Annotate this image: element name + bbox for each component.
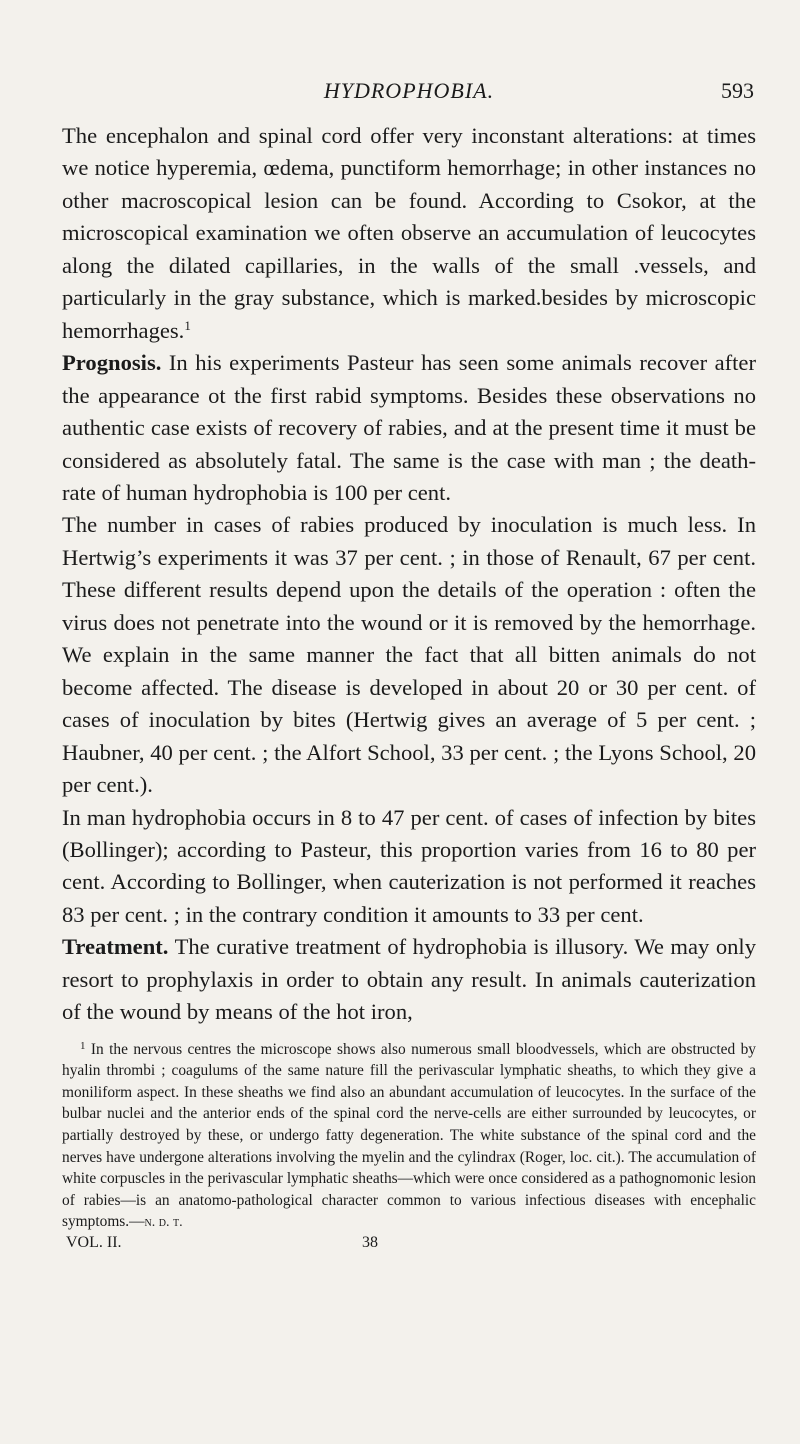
section-heading-prognosis: Prognosis.: [62, 350, 162, 376]
footnote: [62, 1039, 756, 1234]
paragraph-text: The encephalon and spinal cord offer very inconstant alterations: at times we notice hyperemia, œdema, punctiform hemorrhage; in other instances no other macroscopical lesion can be found. According to Csokor, at the microscopical examination we often observe an accumulation of leucocytes along the dilated capillaries, in the walls of the small .vessels, and particularly in the gray substance, which is marked.besides by microscopic hemorrhages.: [62, 123, 756, 343]
running-title: HYDROPHOBIA.: [323, 78, 495, 103]
paragraph-text: In his experiments Pasteur has seen some animals recover after the appearance ot the first rabid symptoms. Besides these observations no authentic case exists of recovery of rabies, and at the present time it must be considered as absolutely fatal. The same is the case with man ; the death-rate of human hydrophobia is 100 per cent.: [62, 350, 756, 505]
paragraph-encephalon: [62, 120, 756, 347]
volume-label: VOL. II.: [66, 1234, 122, 1252]
paragraph-text: In man hydrophobia occurs in 8 to 47 per cent. of cases of infection by bites (Bollinger); according to Pasteur, this proportion varies from 16 to 80 per cent. According to Bollinger, when cauterization is not performed it reaches 83 per cent. ; in the contrary condition it amounts to 33 per cent.: [62, 804, 756, 927]
paragraph-human-incidence: [62, 802, 756, 932]
paragraph-prognosis: [62, 347, 756, 509]
page-number: 593: [721, 78, 754, 103]
body-text: [62, 120, 756, 1029]
signature-line: [62, 1234, 756, 1256]
footnote-text: In the nervous centres the microscope shows also numerous small bloodvessels, which are obstructed by hyalin thrombi ; coagulums of the same nature fill the perivascular lymphatic sheaths, to which they give a moniliform aspect. In these sheaths we find also an abundant accumulation of leucocytes. In the surface of the bulbar nuclei and the anterior ends of the spinal cord the nerve-cells are either surrounded by leucocytes, or partially destroyed by these, or undergo fatty degeneration. The white substance of the spinal cord and the nerves have undergone alterations involving the myelin and the cylindrax (Roger, loc. cit.). The accumulation of white corpuscles in the perivascular lymphatic sheaths—which were once considered as a pathognomonic lesion of rabies—is an anatomo-pathological character common to various infectious diseases with encephalic symptoms.—: [62, 1040, 756, 1231]
signature-number: 38: [362, 1234, 378, 1252]
paragraph-text: The curative treatment of hydrophobia is illusory. We may only resort to prophylaxis in order to obtain any result. In animals cauterization of the wound by means of the hot iron,: [62, 934, 756, 1025]
translator-note-mark: n. d. t.: [144, 1215, 183, 1231]
running-head: [62, 78, 756, 110]
paragraph-text: The number in cases of rabies produced by inoculation is much less. In Hertwig’s experiments it was 37 per cent. ; in those of Renault, 67 per cent. These different results depend upon the details of the operation : often the virus does not penetrate into the wound or it is removed by the hemorrhage. We explain in the same manner the fact that all bitten animals do not become affected. The disease is developed in about 20 or 30 per cent. of cases of inoculation by bites (Hertwig gives an average of 5 per cent. ; Haubner, 40 per cent. ; the Alfort School, 33 per cent. ; the Lyons School, 20 per cent.).: [62, 512, 756, 798]
section-heading-treatment: Treatment.: [62, 934, 169, 960]
footnote-marker: 1: [80, 1039, 86, 1052]
footnote-reference: 1: [184, 317, 191, 333]
paragraph-treatment: [62, 931, 756, 1028]
paragraph-inoculation: [62, 509, 756, 801]
book-page: [0, 78, 800, 1444]
footnotes: [62, 1039, 756, 1234]
